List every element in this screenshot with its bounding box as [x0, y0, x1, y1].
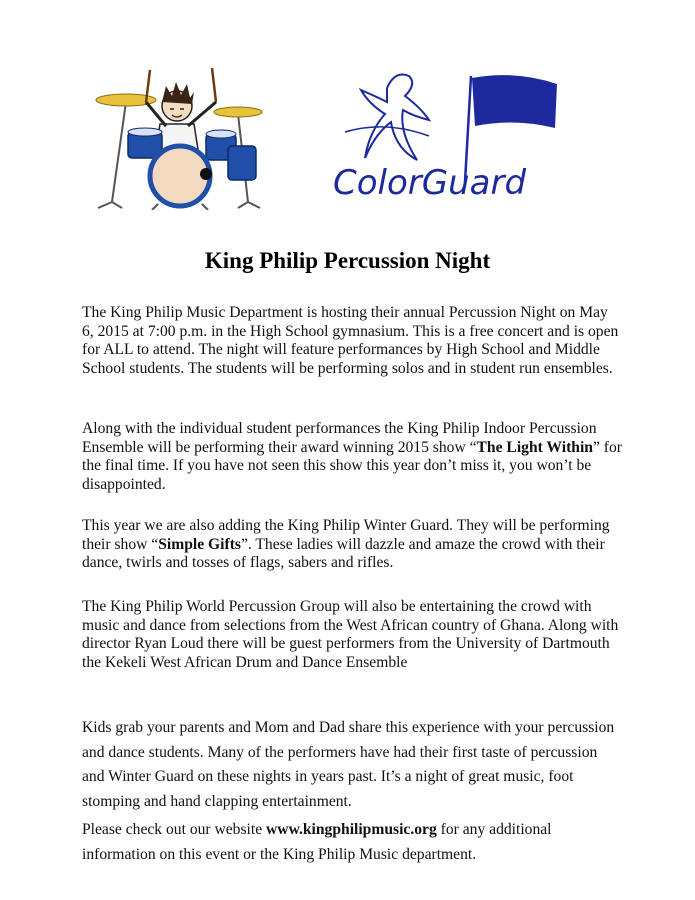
cymbal-right — [214, 107, 262, 117]
paragraph-text: for any additional information on this event or the King Philip Music department. — [82, 821, 552, 863]
show-title-light-within: The Light Within — [476, 438, 593, 456]
colorguard-logo — [325, 62, 585, 212]
website-link[interactable]: www.kingphilipmusic.org — [266, 821, 437, 838]
dancer-figure — [361, 75, 429, 161]
paragraph-percussion-night — [82, 304, 622, 378]
paragraph-text: This year we are also adding the King Philip Winter Guard. They will be performing their show “ — [82, 517, 610, 553]
paragraph-text: Please check out our website — [82, 821, 267, 838]
paragraph-world-percussion — [82, 598, 622, 672]
paragraph-text: ” for the final time. If you have not seen this show this year don’t miss it, you won’t be disappointed. — [82, 438, 622, 493]
paragraph-text: The King Philip Music Department is hosting their annual Percussion Night on May 6, 2015 at 7:00 p.m. in the High School gymnasium. This is a free concert and is open for ALL to attend. The night will feature performances by High School and Middle School students. The students will be performing solos and in student run ensembles. — [82, 304, 619, 377]
paragraph-website — [82, 818, 622, 867]
page-title: King Philip Percussion Night — [204, 248, 491, 273]
colorguard-wordmark: ColorGuard — [333, 163, 527, 203]
floor-tom — [228, 146, 256, 180]
paragraph-invitation — [82, 716, 622, 814]
paragraph-text: ”. These ladies will dazzle and amaze the crowd with their dance, twirls and tosses of flags, sabers and rifles. — [82, 535, 605, 571]
paragraph-text: Along with the individual student performances the King Philip Indoor Percussion Ensemble will be performing their award winning 2015 show “ — [82, 420, 597, 456]
paragraph-winter-guard — [82, 517, 622, 573]
paragraph-text: The King Philip World Percussion Group will also be entertaining the crowd with music and dance from selections from the West African country of Ghana. Along with director Ryan Loud there will be guest performers from the University of Dartmouth the Kekeli West African Drum and Dance Ensemble — [82, 598, 619, 671]
paragraph-text: Kids grab your parents and Mom and Dad share this experience with your percussion and dance students. Many of the performers have had their first taste of percussion and Winter Guard on these nights in years past. It’s a night of great music, foot stomping and hand clapping entertainment. — [82, 719, 615, 810]
show-title-simple-gifts: Simple Gifts — [158, 535, 241, 553]
flag-icon — [472, 75, 557, 128]
paragraph-indoor-percussion — [82, 420, 622, 494]
drummer-illustration — [88, 62, 268, 210]
drumstick-right — [212, 68, 216, 102]
